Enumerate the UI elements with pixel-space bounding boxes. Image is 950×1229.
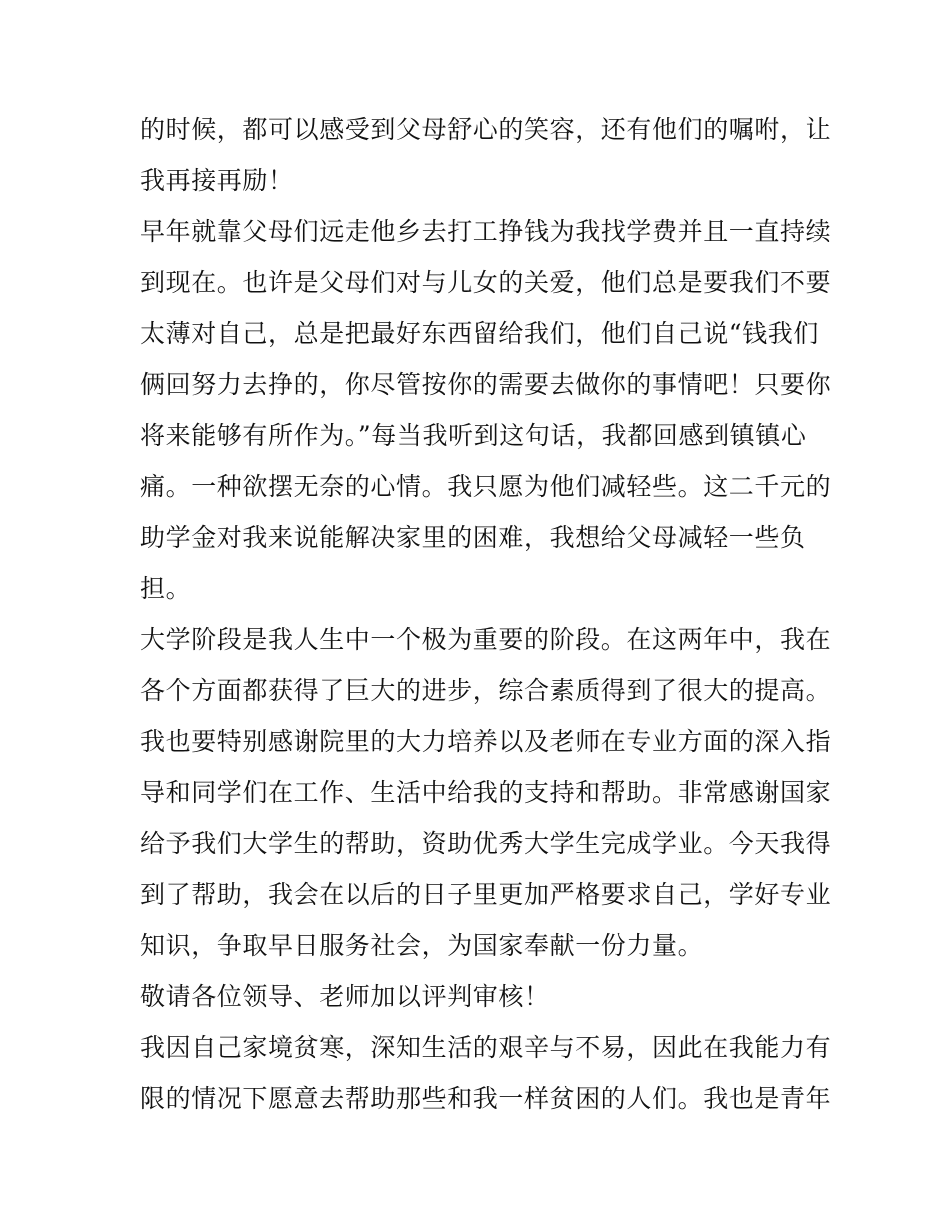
- text-line: 知识，争取早日服务社会，为国家奉献一份力量。: [140, 931, 704, 960]
- body-text: [140, 104, 832, 1124]
- text-line: 我因自己家境贫寒，深知生活的艰辛与不易，因此在我能力有: [140, 1033, 832, 1062]
- text-line: 早年就靠父母们远走他乡去打工挣钱为我找学费并且一直持续: [140, 217, 832, 246]
- text-line: 痛。一种欲摆无奈的心情。我只愿为他们减轻些。这二千元的: [140, 472, 832, 501]
- text-line: 俩回努力去挣的，你尽管按你的需要去做你的事情吧！只要你: [140, 370, 832, 399]
- text-line: 各个方面都获得了巨大的进步，综合素质得到了很大的提高。: [140, 676, 832, 705]
- text-line: 我也要特别感谢院里的大力培养以及老师在专业方面的深入指: [140, 727, 832, 756]
- text-line: 到了帮助，我会在以后的日子里更加严格要求自己，学好专业: [140, 880, 832, 909]
- text-line: 导和同学们在工作、生活中给我的支持和帮助。非常感谢国家: [140, 778, 832, 807]
- text-line: 大学阶段是我人生中一个极为重要的阶段。在这两年中，我在: [140, 625, 832, 654]
- text-line: 我再接再励！: [140, 166, 294, 195]
- text-line: 将来能够有所作为。”每当我听到这句话，我都回感到镇镇心: [140, 421, 807, 450]
- text-line: 敬请各位领导、老师加以评判审核！: [140, 982, 550, 1011]
- text-line: 限的情况下愿意去帮助那些和我一样贫困的人们。我也是青年: [140, 1084, 832, 1113]
- text-line: 担。: [140, 574, 192, 603]
- text-line: 太薄对自己，总是把最好东西留给我们，他们自己说“钱我们: [140, 319, 819, 348]
- text-line: 到现在。也许是父母们对与儿女的关爱，他们总是要我们不要: [140, 268, 832, 297]
- text-line: 助学金对我来说能解决家里的困难，我想给父母减轻一些负: [140, 523, 806, 552]
- text-line: 的时候，都可以感受到父母舒心的笑容，还有他们的嘱咐，让: [140, 115, 832, 144]
- text-line: 给予我们大学生的帮助，资助优秀大学生完成学业。今天我得: [140, 829, 832, 858]
